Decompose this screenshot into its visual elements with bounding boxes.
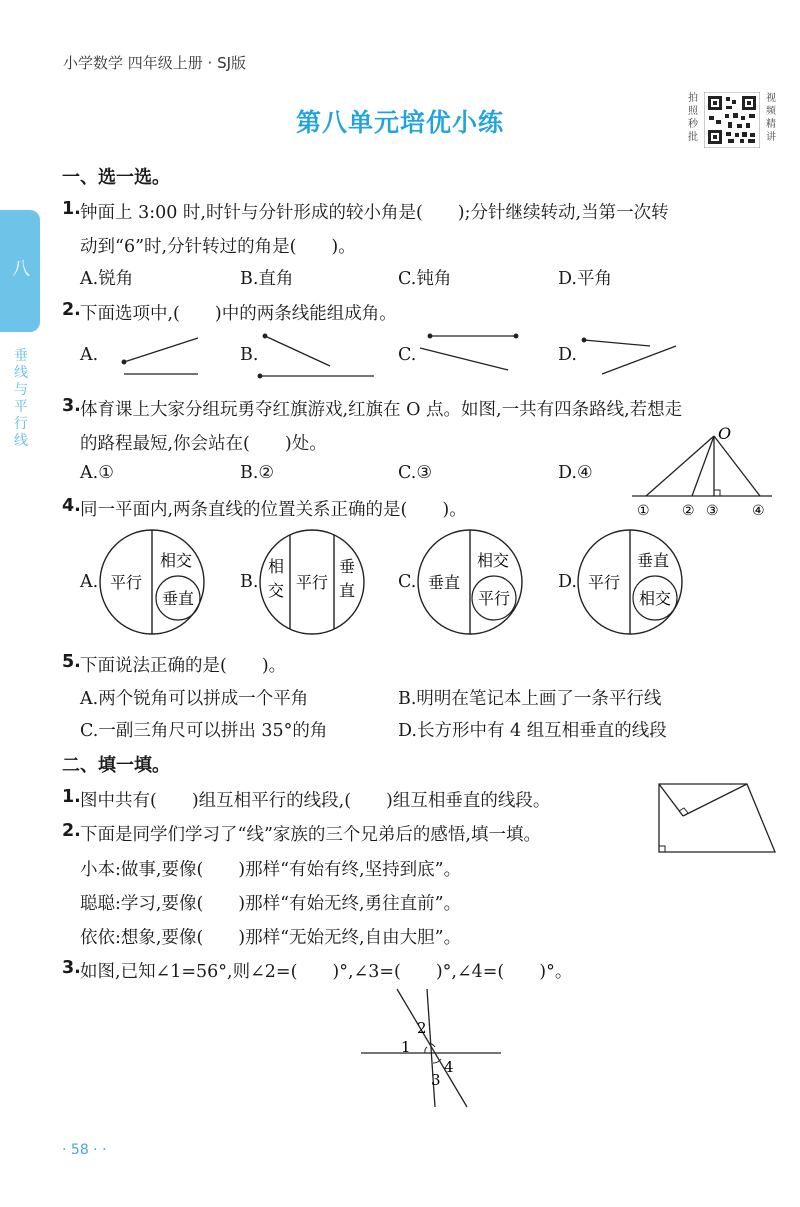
- q3-line-1: 体育课上大家分组玩勇夺红旗游戏,红旗在 O 点。如图,一共有四条路线,若想走: [80, 400, 683, 420]
- q3-number: 3.: [62, 396, 81, 416]
- q5-text: 下面说法正确的是( )。: [80, 656, 287, 676]
- q4d-right-bottom-label: 相交: [639, 589, 672, 608]
- q4-number: 4.: [62, 496, 81, 516]
- q4a-right-top-label: 相交: [160, 551, 193, 570]
- q2-text: 下面选项中,( )中的两条线能组成角。: [80, 304, 397, 324]
- q4-circle-diagrams: [0, 520, 800, 645]
- q4b-first-top-label: 相: [268, 557, 285, 576]
- page-number: · 58 · ·: [62, 1142, 107, 1158]
- angle-4-label: 4: [444, 1058, 454, 1076]
- page-title: 第八单元培优小练: [295, 108, 504, 137]
- angle-2-label: 2: [417, 1019, 427, 1037]
- q1-line-1: 钟面上 3:00 时,时针与分针形成的较小角是( );分针继续转动,当第一次转: [80, 203, 669, 223]
- q2-figure-c: [420, 334, 518, 370]
- q3-option-d[interactable]: D.④: [558, 463, 593, 483]
- q4d-left-label: 平行: [588, 573, 621, 592]
- f3-number: 3.: [62, 958, 81, 978]
- q4b-last-bottom-label: 直: [339, 581, 356, 600]
- qr-right-text: 视频精讲: [766, 93, 776, 143]
- page-number-value: 58: [70, 1142, 89, 1158]
- q4b-first-bottom-label: 交: [268, 581, 285, 600]
- q2-line-figures: [0, 0, 800, 400]
- q4-text: 同一平面内,两条直线的位置关系正确的是( )。: [80, 500, 467, 520]
- q4-diagram-b: [260, 530, 364, 634]
- q4b-last-top-label: 垂: [339, 557, 356, 576]
- q1-option-b[interactable]: B.直角: [240, 269, 294, 289]
- q2-option-a[interactable]: A.: [80, 345, 99, 365]
- route-2-label: ②: [682, 503, 695, 519]
- q2-number: 2.: [62, 300, 81, 320]
- q4-diagram-a: [100, 530, 204, 634]
- q4c-right-bottom-label: 平行: [478, 589, 511, 608]
- q5-option-c[interactable]: C.一副三角尺可以拼出 35°的角: [80, 721, 328, 741]
- q5-option-d[interactable]: D.长方形中有 4 组互相垂直的线段: [398, 721, 667, 741]
- q4a-right-bottom-label: 垂直: [162, 589, 195, 608]
- q1-option-c[interactable]: C.钝角: [398, 269, 452, 289]
- route-1-label: ①: [637, 503, 650, 519]
- q4d-right-top-label: 垂直: [637, 551, 670, 570]
- q3-line-2: 的路程最短,你会站在( )处。: [80, 434, 327, 454]
- f2-line-1: 小本:做事,要像( )那样“有始有终,坚持到底”。: [80, 860, 462, 880]
- f1-number: 1.: [62, 787, 81, 807]
- q3-route-figure: [626, 422, 776, 522]
- book-header: 小学数学 四年级上册 · SJ版: [63, 54, 247, 72]
- f2-text: 下面是同学们学习了“线”家族的三个兄弟后的感悟,填一填。: [80, 825, 541, 845]
- f3-text: 如图,已知∠1=56°,则∠2=( )°,∠3=( )°,∠4=( )°。: [80, 962, 573, 982]
- q5-option-a[interactable]: A.两个锐角可以拼成一个平角: [80, 689, 309, 709]
- q5-option-b[interactable]: B.明明在笔记本上画了一条平行线: [398, 689, 662, 709]
- q4-option-a[interactable]: A.: [80, 572, 99, 592]
- q2-option-b[interactable]: B.: [240, 345, 259, 365]
- f1-text: 图中共有( )组互相平行的线段,( )组互相垂直的线段。: [80, 791, 551, 811]
- qr-left-text: 拍照秒批: [688, 93, 698, 143]
- q2-figure-b: [258, 334, 374, 378]
- q2-option-c[interactable]: C.: [398, 345, 417, 365]
- q5-number: 5.: [62, 652, 81, 672]
- q3-option-a[interactable]: A.①: [80, 463, 114, 483]
- q3-option-b[interactable]: B.②: [240, 463, 275, 483]
- point-o-label: O: [718, 424, 732, 443]
- f2-line-2: 聪聪:学习,要像( )那样“有始无终,勇往直前”。: [80, 894, 462, 914]
- q4-diagram-d: [578, 530, 682, 634]
- q3-option-c[interactable]: C.③: [398, 463, 433, 483]
- f2-number: 2.: [62, 821, 81, 841]
- route-4-label: ④: [752, 503, 765, 519]
- q2-figure-d: [582, 338, 676, 374]
- f2-line-3: 依依:想象,要像( )那样“无始无终,自由大胆”。: [80, 928, 462, 948]
- q4a-left-label: 平行: [110, 573, 143, 592]
- f3-angle-figure: [355, 985, 505, 1110]
- section-1-title: 一、选一选。: [62, 167, 170, 188]
- q1-option-d[interactable]: D.平角: [558, 269, 612, 289]
- q4-option-c[interactable]: C.: [398, 572, 417, 592]
- chapter-label: 垂线与平行线: [14, 348, 28, 449]
- q1-number: 1.: [62, 199, 81, 219]
- f1-trapezoid-figure: [655, 778, 780, 858]
- q4-option-d[interactable]: D.: [558, 572, 577, 592]
- q1-option-a[interactable]: A.锐角: [80, 269, 134, 289]
- q4c-left-label: 垂直: [428, 573, 461, 592]
- q2-figure-a: [122, 338, 198, 374]
- q2-option-d[interactable]: D.: [558, 345, 577, 365]
- angle-3-label: 3: [431, 1071, 441, 1089]
- chapter-number: 八: [12, 259, 30, 280]
- route-3-label: ③: [706, 503, 719, 519]
- q1-line-2: 动到“6”时,分针转过的角是( )。: [80, 237, 356, 257]
- q4b-middle-label: 平行: [296, 573, 329, 592]
- section-2-title: 二、填一填。: [62, 755, 170, 776]
- q4-option-b[interactable]: B.: [240, 572, 259, 592]
- angle-1-label: 1: [401, 1038, 411, 1056]
- q4c-right-top-label: 相交: [477, 551, 510, 570]
- q4-diagram-c: [418, 530, 522, 634]
